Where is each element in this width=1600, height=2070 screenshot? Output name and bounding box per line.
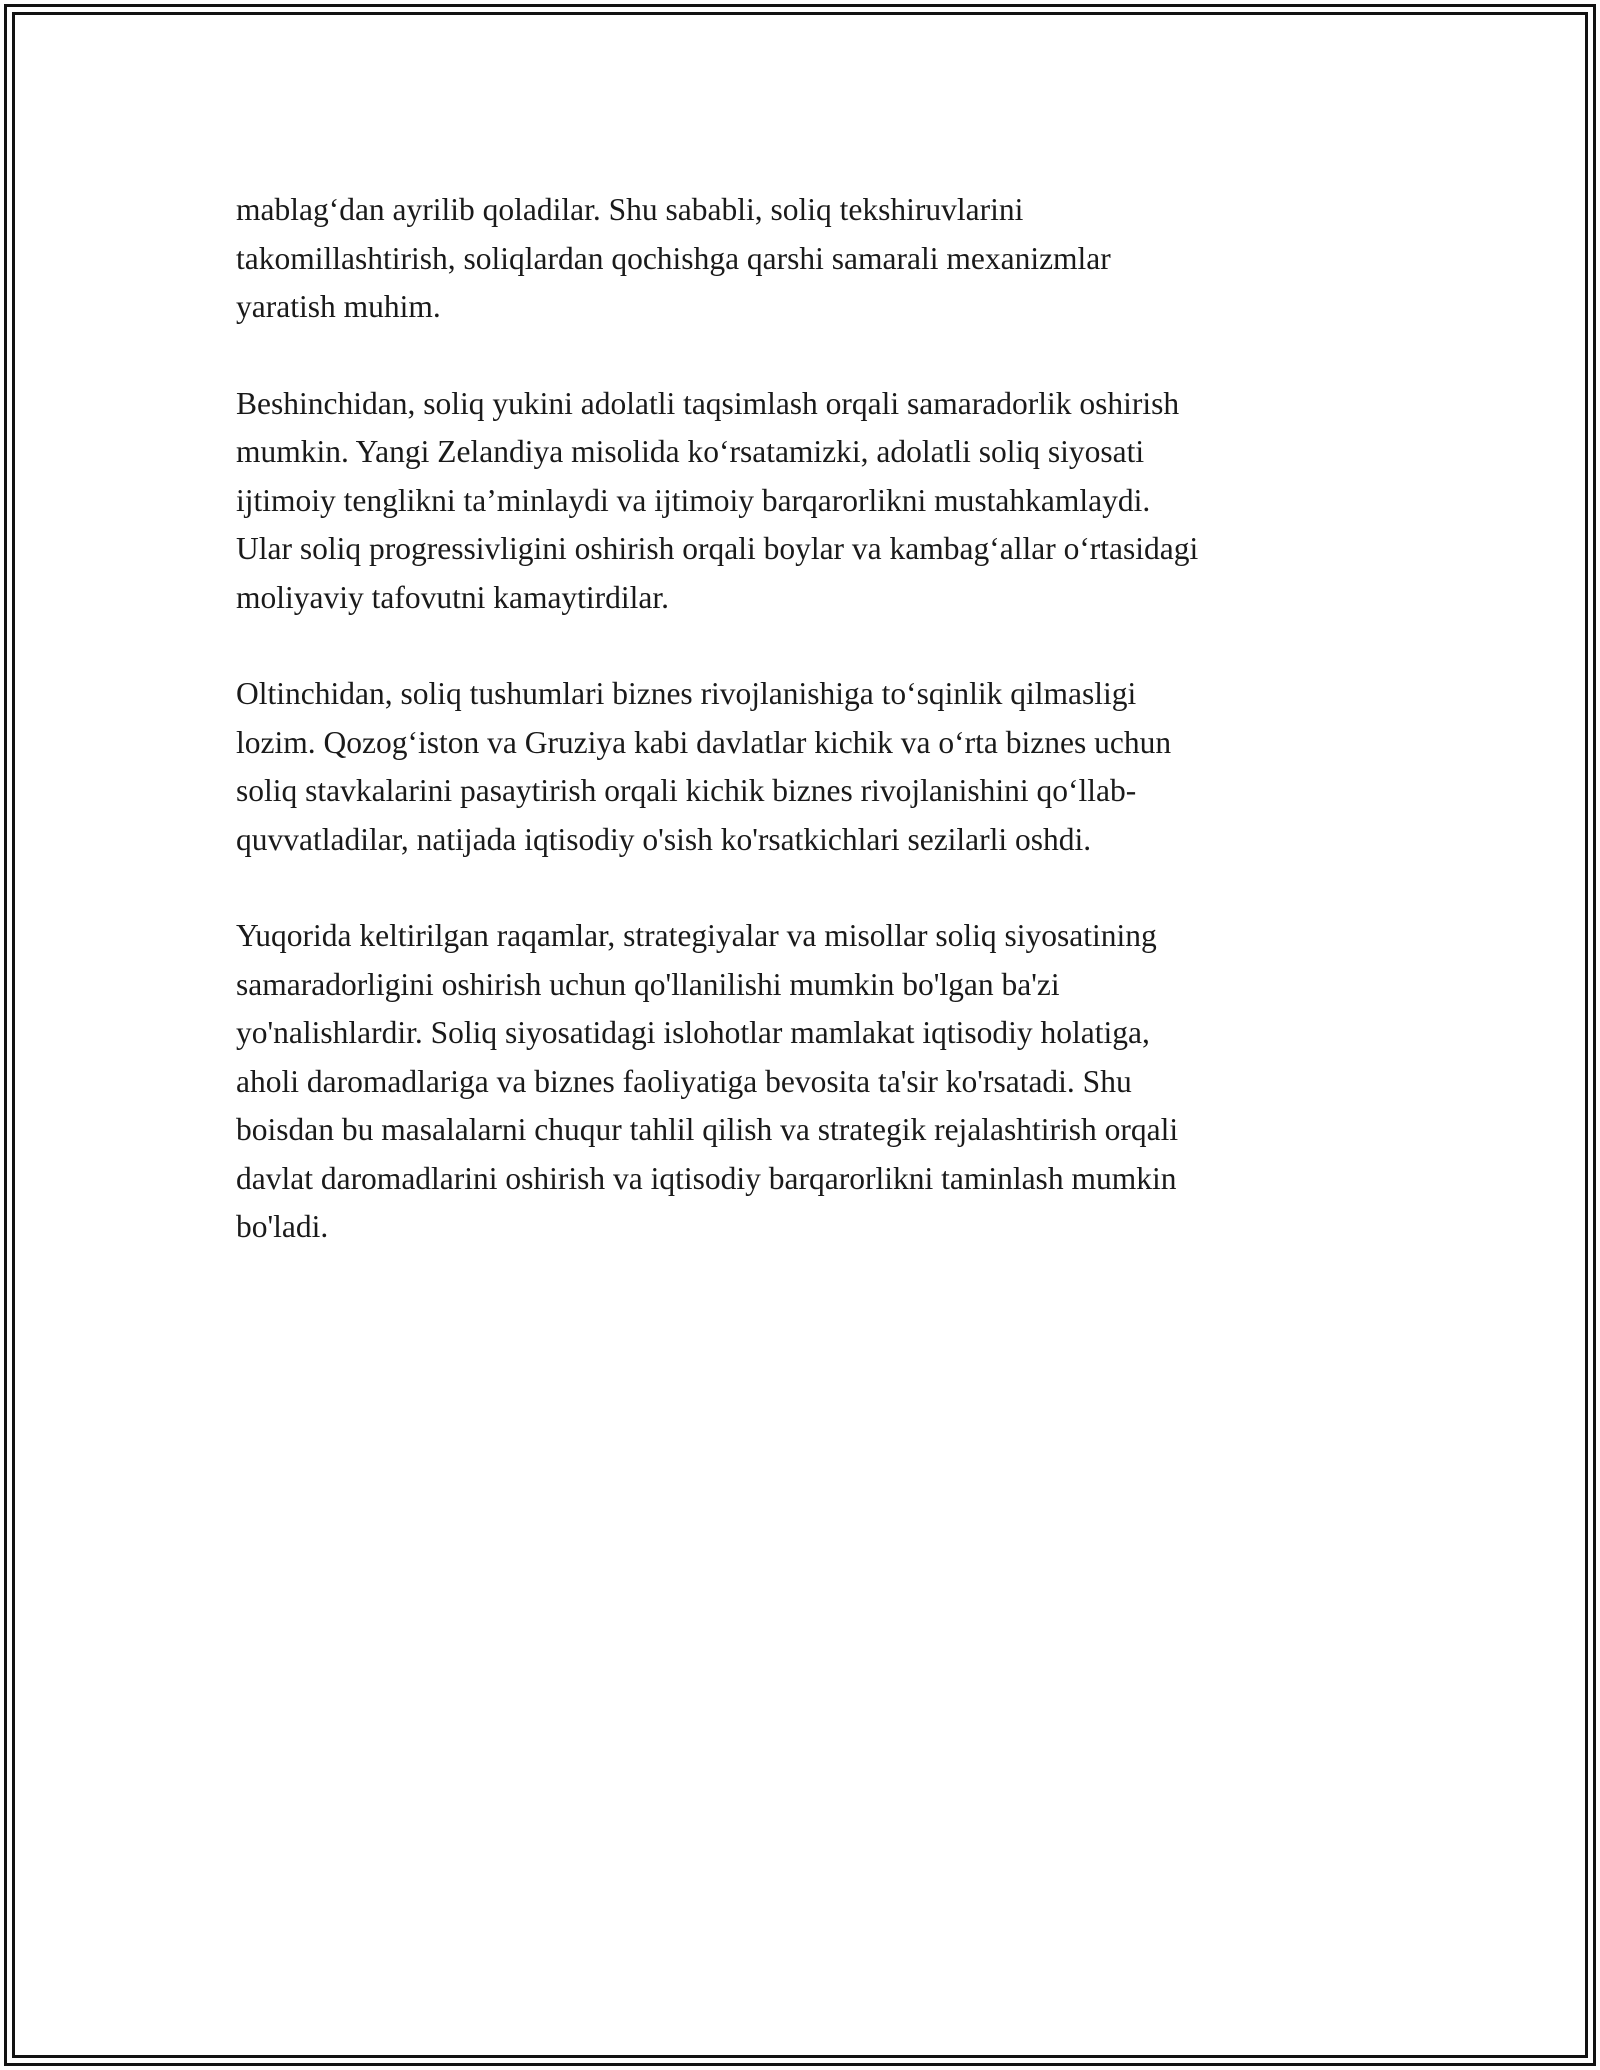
- document-body: [236, 186, 1386, 1300]
- paragraph-2: Beshinchidan, soliq yukini adolatli taqsimlash orqali samaradorlik oshirish mumkin. Yangi Zelandiya misolida ko‘rsatamizki, adolatli soliq siyosati ijtimoiy tenglikni ta’minlaydi va ijtimoiy barqarorlikni mustahkamlaydi. Ular soliq progressivligini oshirish orqali boylar va kambag‘allar o‘rtasidagi moliyaviy tafovutni kamaytirdilar.: [236, 385, 1199, 615]
- paragraph-3: Oltinchidan, soliq tushumlari biznes rivojlanishiga to‘sqinlik qilmasligi lozim. Qozog‘iston va Gruziya kabi davlatlar kichik va o‘rta biznes uchun soliq stavkalarini pasaytirish orqali kichik biznes rivojlanishini qo‘llab- quvvatladilar, natijada iqtisodiy o'sish ko'rsatkichlari sezilarli oshdi.: [236, 676, 1172, 857]
- paragraph-1: mablag‘dan ayrilib qoladilar. Shu sababli, soliq tekshiruvlarini takomillashtirish, soliqlardan qochishga qarshi samarali mexanizmlar yaratish muhim.: [236, 192, 1111, 324]
- paragraph-4: Yuqorida keltirilgan raqamlar, strategiyalar va misollar soliq siyosatining samaradorligini oshirish uchun qo'llanilishi mumkin bo'lgan ba'zi yo'nalishlardir. Soliq siyosatidagi islohotlar mamlakat iqtisodiy holatiga, aholi daromadlariga va biznes faoliyatiga bevosita ta'sir ko'rsatadi. Shu boisdan bu masalalarni chuqur tahlil qilish va strategik rejalashtirish orqali davlat daromadlarini oshirish va iqtisodiy barqarorlikni taminlash mumkin bo'ladi.: [236, 918, 1179, 1244]
